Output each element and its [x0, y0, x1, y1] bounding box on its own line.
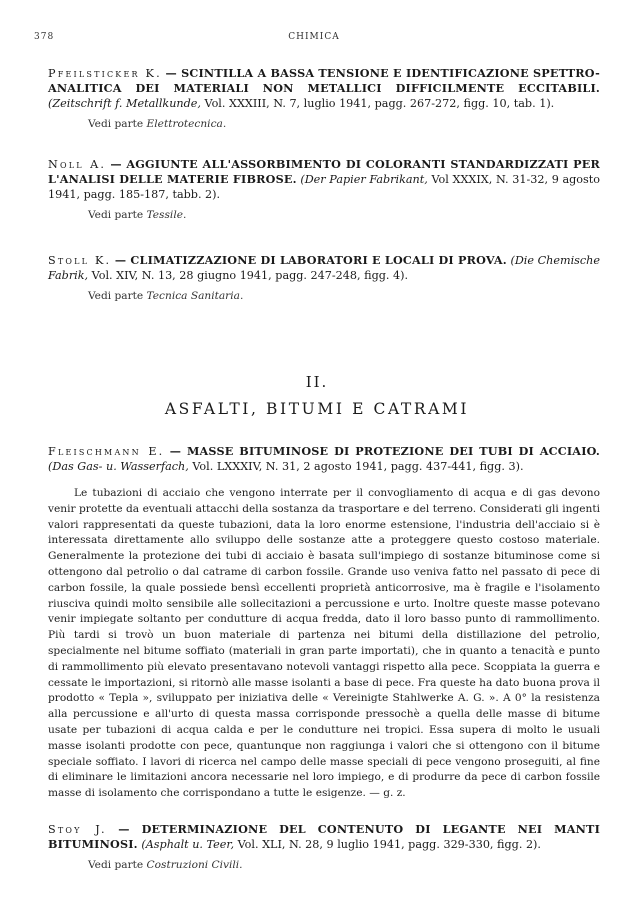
entry-title: — MASSE BITUMINOSE DI PROTEZIONE DEI TUBI DI ACCIAIO. — [169, 444, 601, 458]
see-also-target: Costruzioni Civili. — [146, 859, 243, 871]
bibliography-entry — [48, 157, 600, 223]
see-also — [48, 117, 600, 132]
page-header — [34, 32, 594, 44]
see-also-prefix: Vedi parte — [88, 859, 144, 871]
entry-author: Pfeilsticker K. — [48, 67, 162, 80]
see-also-target: Tessile. — [146, 209, 187, 221]
entry-biblio: Vol. LXXXIV, N. 31, 2 agosto 1941, pagg. 437-441, figg. 3). — [192, 460, 524, 473]
entry-author: Stoy J. — [48, 823, 107, 836]
entry-source: (Zeitschrift f. Metallkunde, — [48, 97, 201, 110]
running-head: CHIMICA — [288, 32, 340, 42]
entry-source: (Asphalt u. Teer, — [141, 838, 235, 851]
entry-source: (Der Papier Fabrikant, — [300, 173, 428, 186]
entry-author: Noll A. — [48, 158, 107, 171]
see-also-prefix: Vedi parte — [88, 209, 144, 221]
bibliography-entry-main — [48, 444, 600, 474]
entry-title: — AGGIUNTE ALL'ASSORBIMENTO DI COLORANTI STANDARDIZZATI PER L'ANALISI DELLE MATERIE FIBROSE. — [48, 157, 600, 186]
section-number: II. — [305, 373, 329, 391]
entry-title: — SCINTILLA A BASSA TENSIONE E IDENTIFICAZIONE SPETTRO-ANALITICA DEI MATERIALI NON METALLICI DIFFICILMENTE ECCITABILI. — [48, 66, 600, 95]
bibliography-entry — [48, 66, 600, 132]
entry-abstract: Le tubazioni di acciaio che vengono interrate per il convogliamento di acqua e di gas devono venir protette da eventuali attacchi della sostanza da trasportare e del terreno. Considerati gli ingenti valori rappresentati da queste tubazioni, data la loro enorme estensione, l'industria dell'acciaio si è interessata direttamente allo sviluppo delle sostanze atte a proteggere questo costoso materiale. Generalmente la protezione dei tubi di acciaio è basata sull'impiego di sostanze bituminose come si ottengono dal petrolio o dal catrame di carbon fossile. Grande uso veniva fatto nel passato di pece di carbon fossile, la quale possiede bensì eccellenti proprietà anticorrosive, ma è fragile e l'isolamento riusciva quindi molto sensibile alle sollecitazioni a percussione e urto. Inoltre queste masse potevano venir impiegate soltanto per condutture di acqua fredda, dato il loro basso punto di rammollimento. Più tardi si trovò un buon materiale di partenza nei bitumi della distillazione del petrolio, specialmente nel bitume soffiato (materiali in gran parte importati), che in quanto a tenacità e punto di rammollimento più elevato presentavano notevoli vantaggi rispetto alla pece. Scoppiata la guerra e cessate le importazioni, si ritornò alle masse isolanti a base di pece. Fra queste ha dato buona prova il prodotto « Tepla », sviluppato per iniziativa delle « Vereinigte Stahlwerke A. G. ». A 0° la resistenza alla percussione e all'urto di questa massa corrisponde pressochè a quella delle masse di bitume usate per tubazioni di acqua calda e per le condutture nei tropici. Essa supera di molto le usuali masse isolanti prodotte con pece, quantunque non raggiunga i valori che si ottengono con il bitume speciale soffiato. I lavori di ricerca nel campo delle masse speciali di pece vengono proseguiti, al fine di eliminare le limitazioni ancora necessarie nel loro impiego, e di produrre da pece di carbon fossile masse di isolamento che corrispondano a tutte le esigenze. — g. z. — [48, 487, 600, 800]
entry-title: — DETERMINAZIONE DEL CONTENUTO DI LEGANTE NEI MANTI BITUMINOSI. — [48, 822, 601, 851]
bibliography-entry — [48, 822, 600, 873]
see-also — [48, 208, 600, 223]
bibliography-entry — [48, 253, 600, 304]
see-also — [48, 858, 600, 873]
entry-biblio: Vol XXXIX, N. 31-32, 9 agosto 1941, pagg. 185-187, tabb. 2). — [48, 173, 600, 201]
entry-source: (Die Chemische Fabrik, — [48, 254, 600, 282]
entry-source: (Das Gas- u. Wasserfach, — [48, 460, 189, 473]
see-also-prefix: Vedi parte — [88, 290, 144, 302]
section-title: ASFALTI, BITUMI E CATRAMI — [164, 400, 470, 418]
entry-biblio: Vol. XIV, N. 13, 28 giugno 1941, pagg. 247-248, figg. 4). — [91, 269, 409, 282]
entry-author: Fleischmann E. — [48, 445, 165, 458]
entry-title: — CLIMATIZZAZIONE DI LABORATORI E LOCALI DI PROVA. — [114, 253, 507, 267]
see-also — [48, 289, 600, 304]
entry-author: Stoll K. — [48, 254, 112, 267]
see-also-prefix: Vedi parte — [88, 118, 144, 130]
entry-biblio: Vol. XLI, N. 28, 9 luglio 1941, pagg. 329-330, figg. 2). — [237, 838, 541, 851]
page-number: 378 — [34, 32, 55, 42]
see-also-target: Elettrotecnica. — [146, 118, 227, 130]
see-also-target: Tecnica Sanitaria. — [146, 290, 244, 302]
entry-biblio: Vol. XXXIII, N. 7, luglio 1941, pagg. 267-272, figg. 10, tab. 1). — [204, 97, 555, 110]
